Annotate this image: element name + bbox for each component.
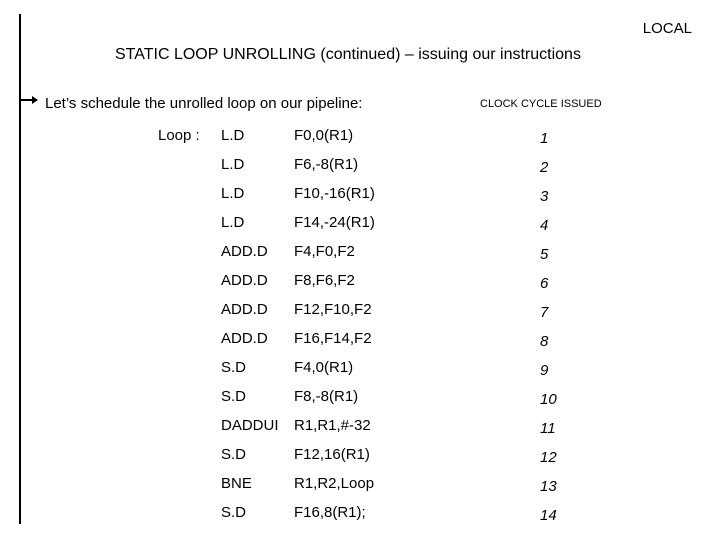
slide-title: STATIC LOOP UNROLLING (continued) – issuing our instructions [115,46,581,63]
bullet-arrow-icon [32,96,38,104]
issue-cycle: 12 [540,449,557,466]
instruction-row [0,127,720,155]
instruction-row [0,475,720,503]
bullet-connector [19,99,33,101]
instruction-row [0,272,720,300]
operands: F8,F6,F2 [294,272,355,289]
issue-cycle: 2 [540,159,549,176]
operands: R1,R1,#-32 [294,417,371,434]
opcode: ADD.D [221,330,268,347]
instruction-row [0,156,720,184]
opcode: BNE [221,475,252,492]
operands: F8,-8(R1) [294,388,359,405]
operands: F16,F14,F2 [294,330,372,347]
instruction-row [0,446,720,474]
loop-label: Loop : [158,127,200,144]
corner-label: LOCAL [642,20,692,37]
operands: R1,R2,Loop [294,475,375,492]
operands: F16,8(R1); [294,504,366,521]
opcode: S.D [221,446,247,463]
issue-cycle: 7 [540,304,549,321]
operands: F0,0(R1) [294,127,354,144]
issue-cycle: 10 [540,391,557,408]
issue-cycle: 8 [540,333,549,350]
issue-cycle: 3 [540,188,549,205]
opcode: L.D [221,127,245,144]
opcode: ADD.D [221,272,268,289]
issue-cycle: 9 [540,362,549,379]
operands: F4,F0,F2 [294,243,355,260]
opcode: L.D [221,214,245,231]
instruction-row [0,388,720,416]
issue-cycle: 14 [540,507,557,524]
opcode: S.D [221,504,247,521]
instruction-row [0,185,720,213]
operands: F6,-8(R1) [294,156,359,173]
opcode: S.D [221,388,247,405]
issue-cycle: 1 [540,130,549,147]
instruction-row [0,330,720,358]
issue-cycle: 11 [540,420,556,437]
issue-cycle: 6 [540,275,549,292]
opcode: L.D [221,156,245,173]
instruction-row [0,243,720,271]
operands: F4,0(R1) [294,359,354,376]
instruction-row [0,504,720,532]
instruction-row [0,359,720,387]
opcode: S.D [221,359,247,376]
instruction-row [0,214,720,242]
operands: F12,16(R1) [294,446,370,463]
instruction-row [0,417,720,445]
intro-text: Let’s schedule the unrolled loop on our pipeline: [45,95,363,112]
opcode: DADDUI [221,417,279,434]
cycle-column-header: CLOCK CYCLE ISSUED [480,98,602,110]
issue-cycle: 5 [540,246,549,263]
instruction-row [0,301,720,329]
issue-cycle: 13 [540,478,557,495]
opcode: ADD.D [221,301,268,318]
opcode: L.D [221,185,245,202]
operands: F14,-24(R1) [294,214,375,231]
opcode: ADD.D [221,243,268,260]
operands: F10,-16(R1) [294,185,375,202]
operands: F12,F10,F2 [294,301,372,318]
issue-cycle: 4 [540,217,549,234]
